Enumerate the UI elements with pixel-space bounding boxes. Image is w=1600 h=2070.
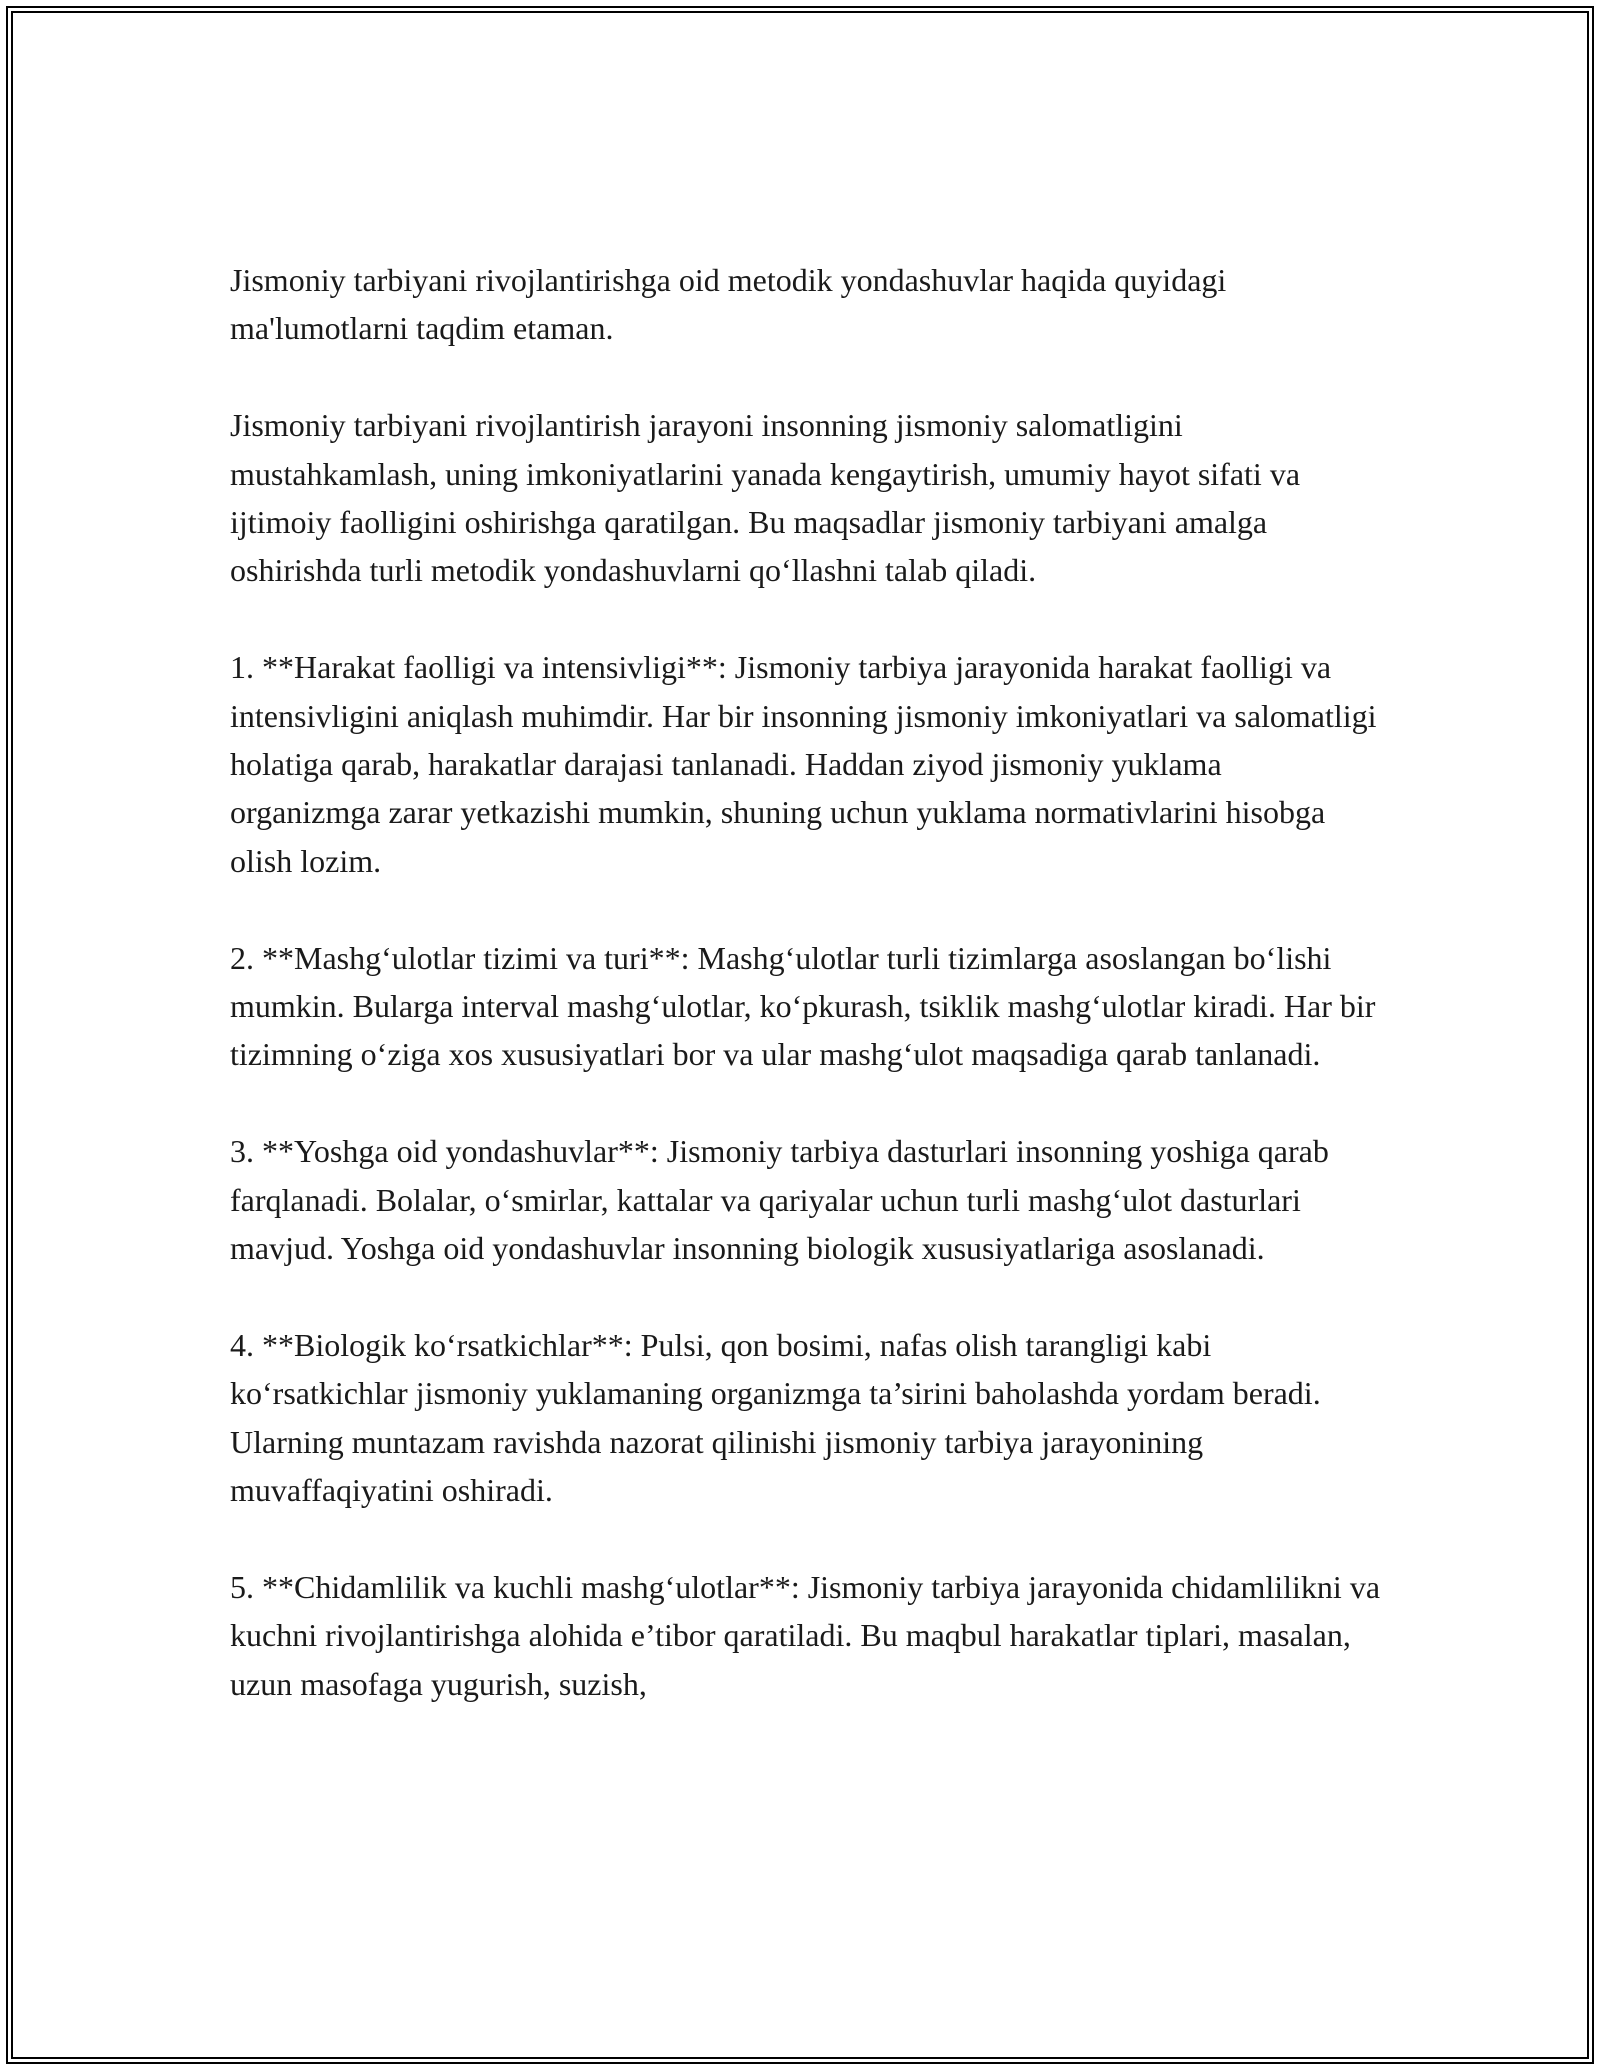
document-body xyxy=(230,256,1380,1756)
list-item-1: 1. **Harakat faolligi va intensivligi**: Jismoniy tarbiya jarayonida harakat faolligi va intensivligini aniqlash muhimdir. Har bir insonning jismoniy imkoniyatlari va salomatligi holatiga qarab, harakatlar darajasi tanlanadi. Haddan ziyod jismoniy yuklama organizmga zarar yetkazishi mumkin, shuning uchun yuklama normativlarini hisobga olish lozim. xyxy=(230,649,1377,879)
overview-paragraph: Jismoniy tarbiyani rivojlantirish jarayoni insonning jismoniy salomatligini mustahkamlash, uning imkoniyatlarini yanada kengaytirish, umumiy hayot sifati va ijtimoiy faolligini oshirishga qaratilgan. Bu maqsadlar jismoniy tarbiyani amalga oshirishda turli metodik yondashuvlarni qo‘llashni talab qiladi. xyxy=(230,407,1301,589)
list-item-3: 3. **Yoshga oid yondashuvlar**: Jismoniy tarbiya dasturlari insonning yoshiga qarab farqlanadi. Bolalar, o‘smirlar, kattalar va qariyalar uchun turli mashg‘ulot dasturlari mavjud. Yoshga oid yondashuvlar insonning biologik xususiyatlariga asoslanadi. xyxy=(230,1133,1329,1267)
list-item-5: 5. **Chidamlilik va kuchli mashg‘ulotlar**: Jismoniy tarbiya jarayonida chidamlilikni va kuchni rivojlantirishga alohida e’tibor qaratiladi. Bu maqbul harakatlar tiplari, masalan, uzun masofaga yugurish, suzish, xyxy=(230,1568,1381,1702)
list-item-2: 2. **Mashg‘ulotlar tizimi va turi**: Mashg‘ulotlar turli tizimlarga asoslangan bo‘lishi mumkin. Bularga interval mashg‘ulotlar, ko‘pkurash, tsiklik mashg‘ulotlar kiradi. Har bir tizimning o‘ziga xos xususiyatlari bor va ular mashg‘ulot maqsadiga qarab tanlanadi. xyxy=(230,939,1376,1073)
intro-paragraph: Jismoniy tarbiyani rivojlantirishga oid metodik yondashuvlar haqida quyidagi ma'lumotlarni taqdim etaman. xyxy=(230,262,1227,347)
list-item-4: 4. **Biologik ko‘rsatkichlar**: Pulsi, qon bosimi, nafas olish tarangligi kabi ko‘rsatkichlar jismoniy yuklamaning organizmga ta’sirini baholashda yordam beradi. Ularning muntazam ravishda nazorat qilinishi jismoniy tarbiya jarayonining muvaffaqiyatini oshiradi. xyxy=(230,1326,1321,1509)
